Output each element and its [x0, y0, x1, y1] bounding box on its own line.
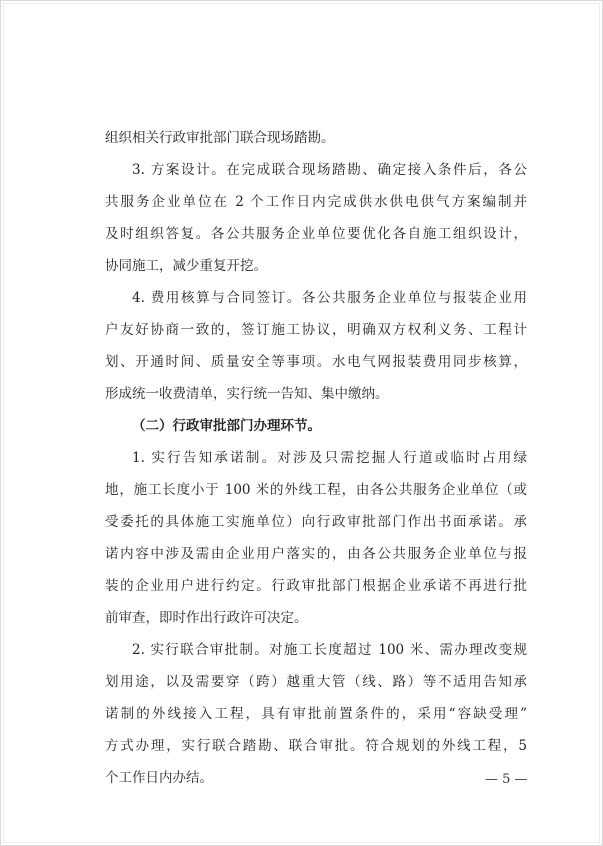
- paragraph-line: 共服务企业单位在 2 个工作日内完成供水供电供气方案编制并: [105, 194, 527, 210]
- paragraph-line: 个工作日内办结。: [105, 770, 213, 786]
- paragraph-line: 组织相关行政审批部门联合现场踏勘。: [105, 130, 335, 146]
- page-number: — 5 —: [485, 772, 528, 787]
- paragraph-line: 3. 方案设计。在完成联合现场踏勘、确定接入条件后，各公: [132, 162, 527, 178]
- paragraph-line: 4. 费用核算与合同签订。各公共服务企业单位与报装企业用: [132, 290, 527, 306]
- paragraph-line: 地，施工长度小于 100 米的外线工程，由各公共服务企业单位（或: [105, 482, 527, 498]
- document-body: [105, 122, 527, 794]
- paragraph-line: 2. 实行联合审批制。对施工长度超过 100 米、需办理改变规: [132, 642, 527, 658]
- paragraph-line: 1. 实行告知承诺制。对涉及只需挖掘人行道或临时占用绿: [132, 450, 527, 466]
- paragraph-line: 装的企业用户进行约定。行政审批部门根据企业承诺不再进行批: [105, 578, 527, 594]
- paragraph-line: 协同施工，减少重复开挖。: [105, 258, 267, 274]
- paragraph-line: 户友好协商一致的，签订施工协议，明确双方权利义务、工程计: [105, 322, 527, 338]
- paragraph-line: 形成统一收费清单，实行统一告知、集中缴纳。: [105, 386, 389, 402]
- paragraph-line: 划用途，以及需要穿（跨）越重大管（线、路）等不适用告知承: [105, 674, 527, 690]
- paragraph-line: 方式办理，实行联合踏勘、联合审批。符合规划的外线工程，5: [105, 738, 527, 754]
- section-heading: （二）行政审批部门办理环节。: [132, 418, 321, 434]
- paragraph-line: 划、开通时间、质量安全等事项。水电气网报装费用同步核算，: [105, 354, 527, 370]
- paragraph-line: 及时组织答复。各公共服务企业单位要优化各自施工组织设计，: [105, 226, 527, 242]
- paragraph-line: 诺内容中涉及需由企业用户落实的，由各公共服务企业单位与报: [105, 546, 527, 562]
- paragraph-line: 诺制的外线接入工程，具有审批前置条件的，采用“容缺受理”: [105, 706, 527, 722]
- paragraph-line: 前审查，即时作出行政许可决定。: [105, 610, 308, 626]
- paragraph-line: 受委托的具体施工实施单位）向行政审批部门作出书面承诺。承: [105, 514, 527, 530]
